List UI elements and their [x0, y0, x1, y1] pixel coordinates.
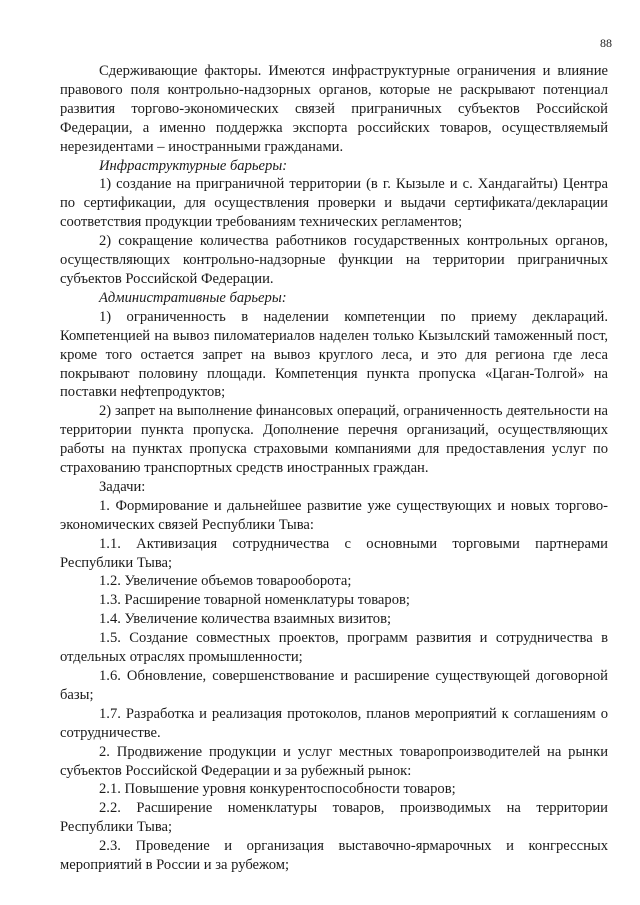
list-item: 2.2. Расширение номенклатуры товаров, производимых на территории Республики Тыва;: [60, 800, 608, 836]
heading-tasks: Задачи:: [99, 478, 146, 495]
heading-administrative-barriers: Административные барьеры:: [99, 289, 287, 306]
paragraph-constraining-factors: Сдерживающие факторы. Имеются инфраструктурные ограничения и влияние правового поля контрольно-надзорных органов, которые не раскрывают потенциал развития торгово-экономических связей приграничных субъектов Российской Федерации, а именно поддержка экспорта российских товаров, осуществляемый нерезидентами – иностранными гражданами.: [60, 63, 608, 155]
list-item: 1. Формирование и дальнейшее развитие уже существующих и новых торгово-экономических связей Республики Тыва:: [60, 497, 608, 533]
list-item: 2) сокращение количества работников государственных контрольных органов, осуществляющих контрольно-надзорные функции на территории приграничных субъектов Российской Федерации.: [60, 233, 608, 287]
document-body: [60, 62, 608, 875]
list-item: 1.1. Активизация сотрудничества с основными торговыми партнерами Республики Тыва;: [60, 535, 608, 571]
heading-infrastructure-barriers: Инфраструктурные барьеры:: [99, 157, 288, 174]
page-number: 88: [600, 36, 612, 50]
list-item: 1.5. Создание совместных проектов, программ развития и сотрудничества в отдельных отраслях промышленности;: [60, 630, 608, 666]
list-item: 2) запрет на выполнение финансовых операций, ограниченность деятельности на территории пункта пропуска. Дополнение перечня организаций, осуществляющих работы на пунктах пропуска страховыми компаниями для предоставления услуг по страхованию транспортных средств иностранных граждан.: [60, 403, 608, 477]
list-item: 1) ограниченность в наделении компетенции по приему деклараций. Компетенцией на вывоз пиломатериалов наделен только Кызылский таможенный пост, кроме того остается запрет на вывоз круглого леса, и это для региона где леса покрывают половину площади. Компетенция пункта пропуска «Цаган-Толгой» на поставки нефтепродуктов;: [60, 308, 608, 401]
list-item: 2.1. Повышение уровня конкурентоспособности товаров;: [99, 781, 456, 798]
list-item: 1.7. Разработка и реализация протоколов, планов мероприятий к соглашениям о сотрудничестве.: [60, 705, 608, 741]
list-item: 1.4. Увеличение количества взаимных визитов;: [99, 611, 392, 628]
list-item: 1.3. Расширение товарной номенклатуры товаров;: [99, 592, 410, 609]
list-item: 1) создание на приграничной территории (в г. Кызыле и с. Хандагайты) Центра по сертификации, для осуществления проверки и выдачи сертификата/декларации соответствия продукции требованиям технических регламентов;: [60, 176, 608, 231]
list-item: 1.2. Увеличение объемов товарооборота;: [99, 573, 352, 590]
list-item: 1.6. Обновление, совершенствование и расширение существующей договорной базы;: [60, 668, 608, 703]
list-item: 2.3. Проведение и организация выставочно-ярмарочных и конгрессных мероприятий в России и за рубежом;: [60, 838, 608, 874]
list-item: 2. Продвижение продукции и услуг местных товаропроизводителей на рынки субъектов Российской Федерации и за рубежный рынок:: [60, 743, 608, 779]
